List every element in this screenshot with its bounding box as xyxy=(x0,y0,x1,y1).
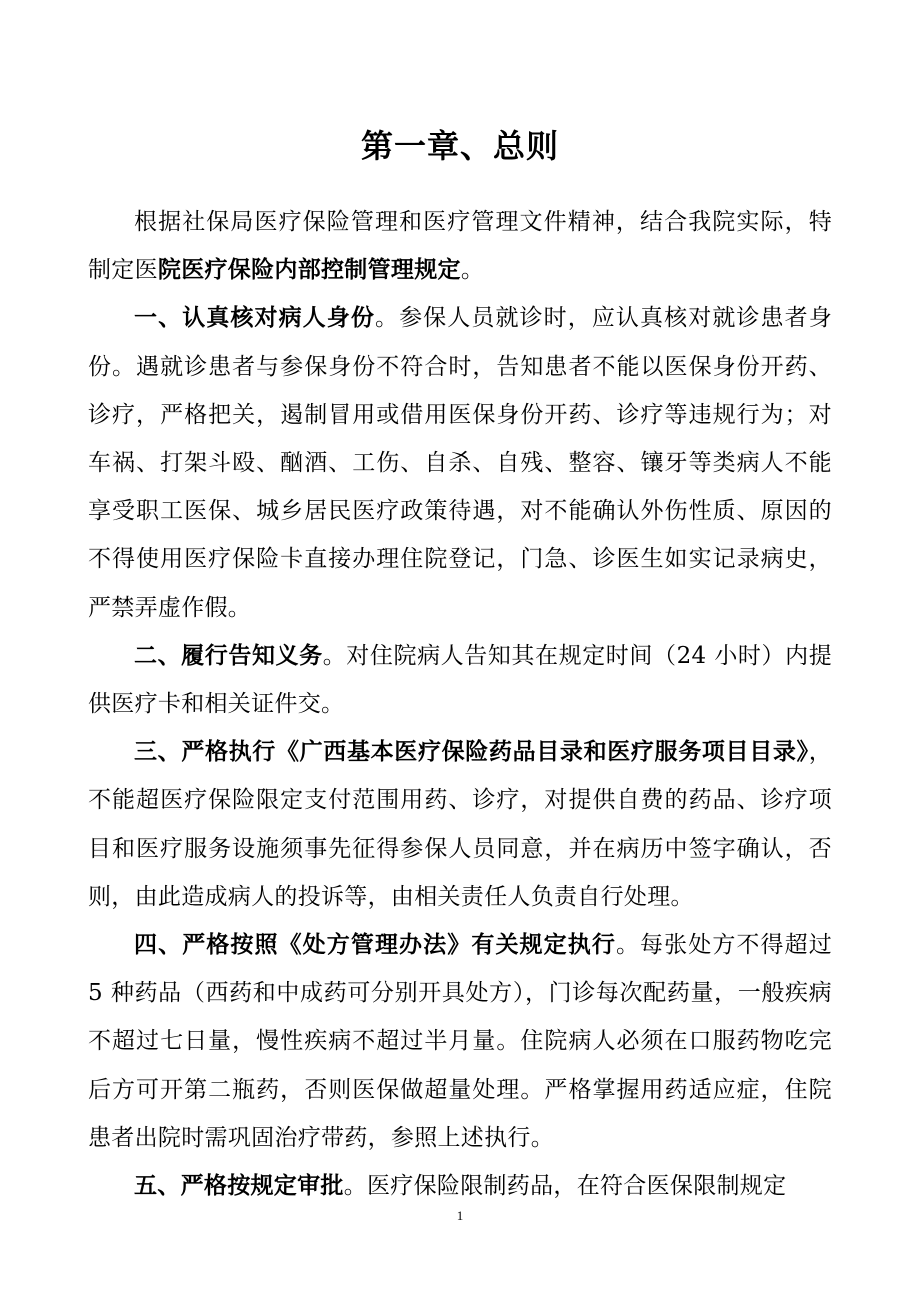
section-text-1: 。参保人员就诊时，应认真核对就诊患者身份。遇就诊患者与参保身份不符合时，告知患者不能以医保身份开药、诊疗，严格把关，遏制冒用或借用医保身份开药、诊疗等违规行为；对车祸、打架斗殴、酗酒、工伤、自杀、自残、整容、镶牙等类病人不能享受职工医保、城乡居民医疗政策待遇，对不能确认外伤性质、原因的不得使用医疗保险卡直接办理住院登记，门急、诊医生如实记录病史，严禁弄虚作假。 xyxy=(88,305,833,621)
section-paragraph-4 xyxy=(88,921,832,1162)
intro-tail: 。 xyxy=(460,257,485,284)
section-paragraph-3 xyxy=(88,728,832,921)
section-paragraph-1 xyxy=(88,294,832,631)
section-paragraph-5 xyxy=(88,1162,832,1210)
page-number: 1 xyxy=(456,1208,464,1223)
page-title: 第一章、总则 xyxy=(360,127,559,165)
section-heading-4: 四、严格按照《处方管理办法》有关规定执行 xyxy=(134,931,616,959)
section-heading-2: 二、履行告知义务 xyxy=(134,641,323,669)
intro-text: 根据社保局医疗保险管理和医疗管理文件精神，结合我院实际，特制定医 xyxy=(88,209,832,284)
section-heading-5: 五、严格按规定审批 xyxy=(134,1172,344,1200)
section-heading-3: 三、严格执行《广西基本医疗保险药品目录和医疗服务项目目录》 xyxy=(134,738,809,766)
document-body xyxy=(88,198,832,1210)
section-paragraph-2 xyxy=(88,632,832,728)
section-text-5: 。医疗保险限制药品，在符合医保限制规定 xyxy=(343,1173,787,1200)
section-text-4: 。每张处方不得超过 5 种药品（西药和中成药可分别开具处方），门诊每次配药量，一般疾病不超过七日量，慢性疾病不超过半月量。住院病人必须在口服药物吃完后方可开第二瓶药，否则医保做超量处理。严格掌握用药适应症，住院患者出院时需巩固治疗带药，参照上述执行。 xyxy=(88,932,833,1151)
section-text-3: ，不能超医疗保险限定支付范围用药、诊疗，对提供自费的药品、诊疗项目和医疗服务设施须事先征得参保人员同意，并在病历中签字确认，否则，由此造成病人的投诉等，由相关责任人负责自行处理。 xyxy=(88,739,832,910)
intro-paragraph xyxy=(88,198,832,294)
section-heading-1: 一、认真核对病人身份 xyxy=(134,304,375,332)
intro-bold-text: 院医疗保险内部控制管理规定 xyxy=(157,256,461,284)
section-text-2: 。对住院病人告知其在规定时间（24 小时）内提供医疗卡和相关证件交。 xyxy=(88,642,832,718)
